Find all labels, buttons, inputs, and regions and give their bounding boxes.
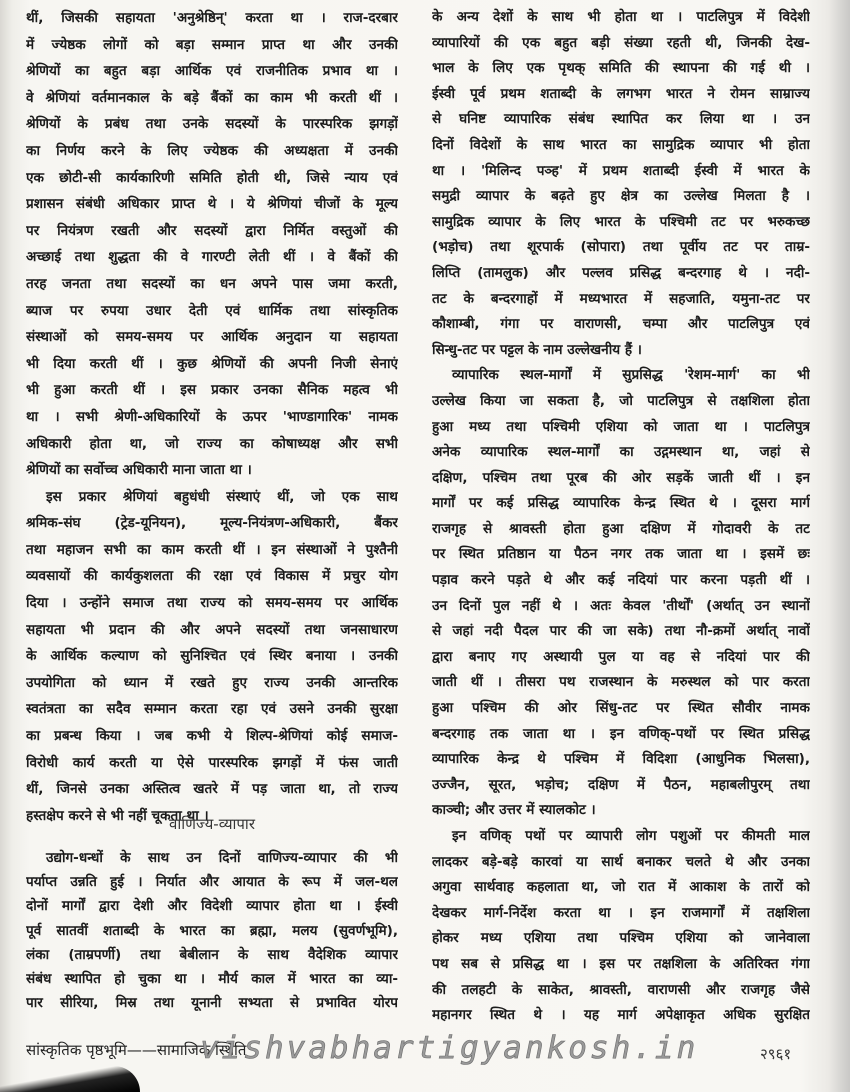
text-line: भी दिया करती थीं । कुछ श्रेणियों की अपनी निजी सेनाएं [26, 355, 398, 372]
text-line: हुआ पश्चिम की ओर सिंधु-तट पर स्थित सौवीर नामक [432, 700, 810, 717]
text-line: इस प्रकार श्रेणियां बहुधंधी संस्थाएं थीं, जो एक साथ [46, 488, 398, 505]
text-line: ईस्वी पूर्व प्रथम शताब्दी के लगभग भारत ने रोमन साम्राज्य [432, 85, 810, 102]
text-line: तरह जनता तथा सदस्यों का धन अपने पास जमा करती, [26, 275, 398, 292]
text-line: राजगृह से श्रावस्ती होता हुआ दक्षिण में गोदावरी के तट [432, 520, 810, 537]
text-line: कौशाम्बी, गंगा पर वाराणसी, चम्पा और पाटलिपुत्र एवं [432, 316, 810, 333]
text-line: उज्जैन, सूरत, भड़ोच; दक्षिण में पैठन, महाबलीपुरम् तथा [432, 776, 810, 793]
text-line: दिया । उन्होंने समाज तथा राज्य को समय-समय पर आर्थिक [26, 595, 398, 612]
text-line: पर्याप्त उन्नति हुई । निर्यात और आयात के रूप में जल-थल [26, 874, 398, 891]
right-column [432, 5, 810, 1029]
text-line: लादकर बड़े-बड़े कारवां या सार्थ बनाकर चलते थे और उनका [432, 853, 810, 870]
page-number: २९६१ [760, 1045, 792, 1063]
text-line: अधिकारी होता था, जो राज्य का कोषाध्यक्ष और सभी [26, 435, 398, 452]
text-line: प्रशासन संबंधी अधिकार प्राप्त थे । ये श्रेणियां चीजों के मूल्य [26, 196, 398, 213]
text-line: देखकर मार्ग-निर्देश करता था । इन राजमार्गों में तक्षशिला [432, 904, 810, 921]
text-line: (भड़ोच) तथा शूरपार्क (सोपारा) तथा पूर्वीय तट पर ताम्र- [432, 239, 810, 256]
text-line: पड़ाव करने पड़ते थे और कई नदियां पार करना पड़ती थीं । [432, 572, 810, 589]
text-line: पर नियंत्रण रखती और सदस्यों द्वारा निर्मित वस्तुओं की [26, 222, 398, 239]
text-line: अच्छाई तथा शुद्धता की वे गारण्टी लेती थीं । वे बैंकों की [26, 249, 398, 266]
text-line: उल्लेख किया जा सकता है, जो पाटलिपुत्र से तक्षशिला होता [432, 392, 810, 409]
text-line: व्यापारिक केन्द्र थे पश्चिम में विदिशा (आधुनिक भिलसा), [432, 751, 810, 768]
text-line: होकर मध्य एशिया तथा पश्चिम एशिया को जानेवाला [432, 930, 810, 947]
text-line: अनेक व्यापारिक स्थल-मार्गों का उद्गमस्थान था, जहां से [432, 444, 810, 461]
text-line: अगुवा सार्थवाह कहलाता था, जो रात में आकाश के तारों को [432, 879, 810, 896]
text-line: भी हुआ करती थीं । इस प्रकार उनका सैनिक महत्व भी [26, 382, 398, 399]
text-line: था । सभी श्रेणी-अधिकारियों के ऊपर 'भाण्डागारिक' नामक [26, 408, 398, 425]
text-line: उन दिनों पुल नहीं थे । अतः केवल 'तीर्थों' (अर्थात् उन स्थानों [432, 597, 810, 614]
watermark: vishvabhartigyankosh.in [200, 1030, 699, 1066]
text-line: बन्दरगाह तक जाता था । इन वणिक्-पथों पर स्थित प्रसिद्ध [432, 725, 810, 742]
text-line: इन वणिक् पथों पर व्यापारी लोग पशुओं पर कीमती माल [452, 828, 810, 844]
text-line: थीं, जिनसे उनका अस्तित्व खतरे में पड़ जाता था, तो राज्य [26, 781, 398, 798]
left-column-lower [26, 846, 398, 1015]
text-line: महानगर स्थित थे । यह मार्ग अपेक्षाकृत अधिक सुरक्षित [432, 1007, 810, 1024]
text-line: थीं, जिसकी सहायता 'अनुश्रेष्ठिन्' करता था । राज-दरबार [26, 10, 398, 26]
text-line: स्वतंत्रता का सदैव सम्मान करता रहा एवं उसने उनकी सुरक्षा [26, 701, 398, 718]
text-line: द्वारा बनाए गए अस्थायी पुल या वह से नदियां पार की [432, 648, 810, 665]
text-line: दिनों विदेशों के साथ भारत का सामुद्रिक व्यापार भी होता [432, 136, 810, 153]
text-line: संबंध स्थापित हो चुका था । मौर्य काल में भारत का व्या- [26, 971, 398, 988]
text-line: था । 'मिलिन्द पञ्ह' में प्रथम शताब्दी ईस्वी में भारत के [432, 162, 810, 179]
text-line: श्रेणियों का बहुत बड़ा आर्थिक एवं राजनीतिक प्रभाव था । [26, 63, 398, 80]
text-line: सामुद्रिक व्यापार के लिए भारत के पश्चिमी तट पर भरुकच्छ [432, 213, 810, 230]
text-line: व्यवसायों की कार्यकुशलता की रक्षा एवं विकास में प्रचुर योग [26, 568, 398, 585]
text-line: काञ्ची; और उत्तर में स्यालकोट । [432, 802, 596, 819]
text-line: जाती थीं । तीसरा पथ राजस्थान के मरुस्थल को पार करता [432, 674, 810, 691]
text-line: सिन्धु-तट पर पट्टल के नाम उल्लेखनीय हैं । [432, 341, 642, 358]
text-line: हस्तक्षेप करने से भी नहीं चूकता था । [26, 807, 209, 824]
scan-shadow [0, 1066, 140, 1092]
text-line: उपयोगिता को ध्यान में रखते हुए राज्य उनकी आन्तरिक [26, 674, 398, 691]
text-line: तट के बन्दरगाहों में मध्यभारत में सहजाति, यमुना-तट पर [432, 290, 810, 307]
text-line: के अन्य देशों के साथ भी होता था । पाटलिपुत्र में विदेशी [432, 9, 810, 25]
section-heading: वाणिज्य-व्यापार [169, 815, 255, 833]
text-line: व्यापारिक स्थल-मार्गों में सुप्रसिद्ध 'रेशम-मार्ग' का भी [452, 367, 810, 384]
text-line: समुद्री व्यापार के बढ़ते हुए क्षेत्र का उल्लेख मिलता है । [432, 188, 810, 205]
text-line: सहायता भी प्रदान की और अपने सदस्यों तथा जनसाधारण [26, 621, 398, 638]
text-line: भाल के लिए एक पृथक् समिति की स्थापना की गई थी । [432, 60, 810, 77]
text-line: लिप्ति (तामलुक) और पल्लव प्रसिद्ध बन्दरगाह थे । नदी- [432, 264, 810, 281]
text-line: पथ सब से प्रसिद्ध था । इस पर तक्षशिला के अतिरिक्त गंगा [432, 955, 810, 972]
text-line: दोनों मार्गों द्वारा देशी और विदेशी व्यापार होता था । ईस्वी [26, 898, 398, 915]
text-line: तथा महाजन सभी का काम करती थीं । इन संस्थाओं ने पुश्तैनी [26, 541, 398, 558]
text-line: श्रेणियों का सर्वोच्च अधिकारी माना जाता था । [26, 462, 252, 479]
text-line: का प्रबन्ध किया । जब कभी ये शिल्प-श्रेणियां कोई समाज- [26, 728, 398, 745]
running-title: सांस्कृतिक पृष्ठभूमि——सामाजिक स्थिति [26, 1041, 247, 1059]
text-line: से घनिष्ट व्यापारिक संबंध स्थापित कर लिया था । उन [432, 111, 810, 128]
text-line: से जहां नदी पैदल पार की जा सके) तथा नौ-क्रमों अर्थात् नावों [432, 623, 810, 640]
text-line: उद्योग-धन्धों के साथ उन दिनों वाणिज्य-व्यापार की भी [46, 850, 398, 866]
text-line: ब्याज पर रुपया उधार देती एवं धार्मिक तथा सांस्कृतिक [26, 302, 398, 319]
text-line: हुआ मध्य तथा पश्चिमी एशिया को जाता था । पाटलिपुत्र [432, 418, 810, 435]
text-line: लंका (ताम्रपर्णी) तथा बेबीलान के साथ वैदेशिक व्यापार [26, 946, 398, 963]
text-line: एक छोटी-सी कार्यकारिणी समिति होती थी, जिसे न्याय एवं [26, 169, 398, 186]
text-line: दक्षिण, पश्चिम तथा पूरब की ओर सड़कें जाती थीं । इन [432, 469, 810, 486]
text-line: विरोधी कार्य करती या ऐसे पारस्परिक झगड़ों में फंस जाती [26, 754, 398, 771]
text-line: व्यापारियों की एक बहुत बड़ी संख्या रहती थी, जिनकी देख- [432, 34, 810, 51]
text-line: पार सीरिया, मिस्र तथा यूनानी सभ्यता से प्रभावित योरप [26, 995, 398, 1012]
text-line: पूर्व सातवीं शताब्दी के भारत का ब्रह्मा, मलय (सुवर्णभूमि), [26, 922, 398, 939]
text-line: पर स्थित प्रतिष्ठान या पैठन नगर तक जाता था । इसमें छः [432, 546, 810, 563]
text-line: का निर्णय करने के लिए ज्येष्ठक की अध्यक्षता में उनकी [26, 142, 398, 159]
text-line: के आर्थिक कल्याण को सुनिश्चित एवं स्थिर बनाया । उनकी [26, 648, 398, 665]
left-column-upper [26, 5, 398, 829]
text-line: में ज्येष्ठक लोगों को बड़ा सम्मान प्राप्त था और उनकी [26, 36, 398, 53]
text-line: श्रेणियों के प्रबंध तथा उनके सदस्यों के पारस्परिक झगड़ों [26, 116, 398, 133]
text-line: संस्थाओं को समय-समय पर आर्थिक अनुदान या सहायता [26, 329, 398, 346]
text-line: मार्गों पर कई प्रसिद्ध व्यापारिक केन्द्र स्थित थे । दूसरा मार्ग [432, 495, 810, 512]
text-line: श्रमिक-संघ (ट्रेड-यूनियन), मूल्य-नियंत्रण-अधिकारी, बैंकर [26, 515, 398, 532]
text-line: वे श्रेणियां वर्तमानकाल के बड़े बैंकों का काम भी करती थीं । [26, 89, 398, 106]
text-line: की तलहटी के साकेत, श्रावस्ती, वाराणसी और राजगृह जैसे [432, 981, 810, 998]
